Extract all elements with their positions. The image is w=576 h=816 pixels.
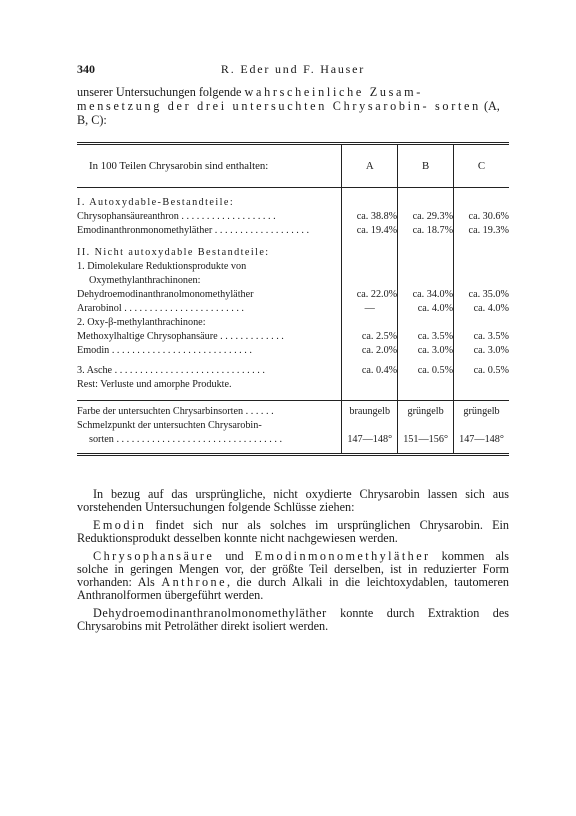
row-label-line-1: Schmelzpunkt der untersuchten Chrysarobin-: [77, 420, 262, 431]
value-a: ca. 2.5%: [342, 330, 398, 344]
rest-note: Rest: Verluste und amorphe Produkte.: [77, 379, 232, 390]
row-label-line-2: sorten: [89, 434, 114, 445]
text: konnte durch Extraktion des Chrysarobins mit Petroläther direkt isoliert werden.: [77, 606, 509, 633]
composition-table: [77, 142, 509, 456]
row-label: Emodinanthronmonomethyläther: [77, 225, 213, 236]
page-header: [77, 62, 509, 80]
table-row: Chrysophansäureanthron . . . . . . . . . . . . . . . . . . . ca. 38.8% ca. 29.3% ca. 30.6%: [77, 211, 509, 222]
value-c: ca. 35.0%: [454, 288, 509, 302]
value-a: ca. 22.0%: [342, 288, 398, 302]
page: [77, 62, 509, 638]
value-c: ca. 19.3%: [454, 224, 509, 238]
emphasis: Anthrone: [161, 575, 227, 589]
value-a: 147—148°: [342, 419, 398, 451]
value-c: ca. 3.5%: [454, 330, 509, 344]
value-b: ca. 3.0%: [398, 344, 454, 358]
value-b: 151—156°: [398, 419, 454, 451]
subsection-title: 2. Oxy-β-methylanthrachinone:: [77, 317, 206, 328]
section-title: I. Autoxydable-Bestandteile:: [77, 197, 235, 208]
column-header-b: B: [398, 144, 454, 188]
subsection-heading: [77, 260, 509, 288]
row-label: Methoxylhaltige Chrysophansäure: [77, 331, 218, 342]
table-row: Methoxylhaltige Chrysophansäure . . . . . . . . . . . . . ca. 2.5% ca. 3.5% ca. 3.5%: [77, 331, 509, 342]
text: kommen als solche in geringen Mengen vor, der größte Teil derselben, ist in reduzierter Form vorhanden: Als: [77, 549, 509, 589]
intro-paragraph: [77, 85, 509, 127]
subsection-heading: [77, 316, 509, 330]
value-b: ca. 0.5%: [398, 364, 454, 378]
paragraph-3: [77, 550, 509, 602]
subsection-line-1: 1. Dimolekulare Reduktionsprodukte von: [77, 261, 247, 272]
emphasis: Emodinmonomethyläther: [254, 549, 431, 563]
table-row-color: Farbe der untersuchten Chrysarbinsorten . . . . . . braungelb grüngelb grüngelb: [77, 401, 509, 420]
table-header-label: In 100 Teilen Chrysarobin sind enthalten:: [77, 144, 342, 188]
value-a: ca. 2.0%: [342, 344, 398, 358]
intro-spaced: wahrscheinliche Zusam- mensetzung der drei untersuchten Chrysarobin- sorten: [77, 85, 481, 113]
row-label: Dehydroemodinanthranolmonomethyläther: [77, 289, 254, 300]
value-b: ca. 4.0%: [398, 302, 454, 316]
table-row: Emodin . . . . . . . . . . . . . . . . . . . . . . . . . . . . ca. 2.0% ca. 3.0% ca. 3.0%: [77, 345, 509, 356]
text: und: [214, 549, 255, 563]
value-b: ca. 18.7%: [398, 224, 454, 238]
value-c: ca. 0.5%: [454, 364, 509, 378]
intro-post: (A, B, C):: [77, 99, 500, 127]
row-label: Chrysophansäureanthron: [77, 211, 179, 222]
body-text: [77, 488, 509, 633]
table-header-row: [77, 144, 509, 188]
text: findet sich nur als solches im ursprünglichen Chrysarobin. Ein Reduktionsprodukt desselben konnte nicht nachgewiesen werden.: [77, 518, 509, 545]
paragraph-2: [77, 519, 509, 545]
value-b: ca. 29.3%: [398, 210, 454, 224]
value-c: ca. 4.0%: [454, 302, 509, 316]
paragraph-1: In bezug auf das ursprüngliche, nicht oxydierte Chrysarobin lassen sich aus vorstehenden Untersuchungen folgende Schlüsse ziehen:: [77, 487, 509, 514]
value-b: grüngelb: [398, 401, 454, 420]
running-head: R. Eder und F. Hauser: [220, 62, 366, 76]
table-row: Ararobinol . . . . . . . . . . . . . . . . . . . . . . . . — ca. 4.0% ca. 4.0%: [77, 303, 509, 314]
row-label: Farbe der untersuchten Chrysarbinsorten: [77, 406, 244, 417]
value-a: —: [342, 302, 398, 316]
row-label: Ararobinol: [77, 303, 122, 314]
emphasis: Emodin: [93, 518, 147, 532]
section-title: II. Nicht autoxydable Bestandteile:: [77, 247, 270, 258]
emphasis: Dehydroemodinanthranolmonomethyläther: [93, 606, 327, 620]
table-row-melting-point: Schmelzpunkt der untersuchten Chrysarobin- sorten . . . . . . . . . . . . . . . . . . . . . . . . . . . . . . . . . 147—148° 151—156° 147—148°: [77, 419, 509, 451]
value-a: ca. 19.4%: [342, 224, 398, 238]
section-non-autoxydable: [77, 244, 509, 260]
column-header-c: C: [454, 144, 509, 188]
value-a: ca. 0.4%: [342, 364, 398, 378]
value-c: grüngelb: [454, 401, 509, 420]
table-row-rest: [77, 378, 509, 392]
value-a: ca. 38.8%: [342, 210, 398, 224]
table-row: Emodinanthronmonomethyläther . . . . . . . . . . . . . . . . . . . ca. 19.4% ca. 18.7% ca. 19.3%: [77, 225, 509, 236]
text: , die durch Alkali in die leichtoxydablen, tautomeren Anthranolformen übergeführt werden.: [77, 575, 509, 602]
section-autoxydable: [77, 194, 509, 210]
page-number: 340: [77, 62, 95, 76]
intro-pre: unserer Untersuchungen folgende: [77, 85, 245, 99]
table-row-ash: 3. Asche . . . . . . . . . . . . . . . . . . . . . . . . . . . . . . ca. 0.4% ca. 0.5% ca. 0.5%: [77, 365, 509, 376]
table-row: [77, 288, 509, 302]
value-b: ca. 34.0%: [398, 288, 454, 302]
row-label: 3. Asche: [77, 365, 113, 376]
value-c: ca. 30.6%: [454, 210, 509, 224]
value-b: ca. 3.5%: [398, 330, 454, 344]
paragraph-4: [77, 607, 509, 633]
subsection-line-2: Oxymethylanthrachinonen:: [89, 275, 201, 286]
column-header-a: A: [342, 144, 398, 188]
emphasis: Chrysophansäure: [93, 549, 215, 563]
value-a: braungelb: [342, 401, 398, 420]
value-c: ca. 3.0%: [454, 344, 509, 358]
row-label: Emodin: [77, 345, 110, 356]
value-c: 147—148°: [454, 419, 509, 451]
